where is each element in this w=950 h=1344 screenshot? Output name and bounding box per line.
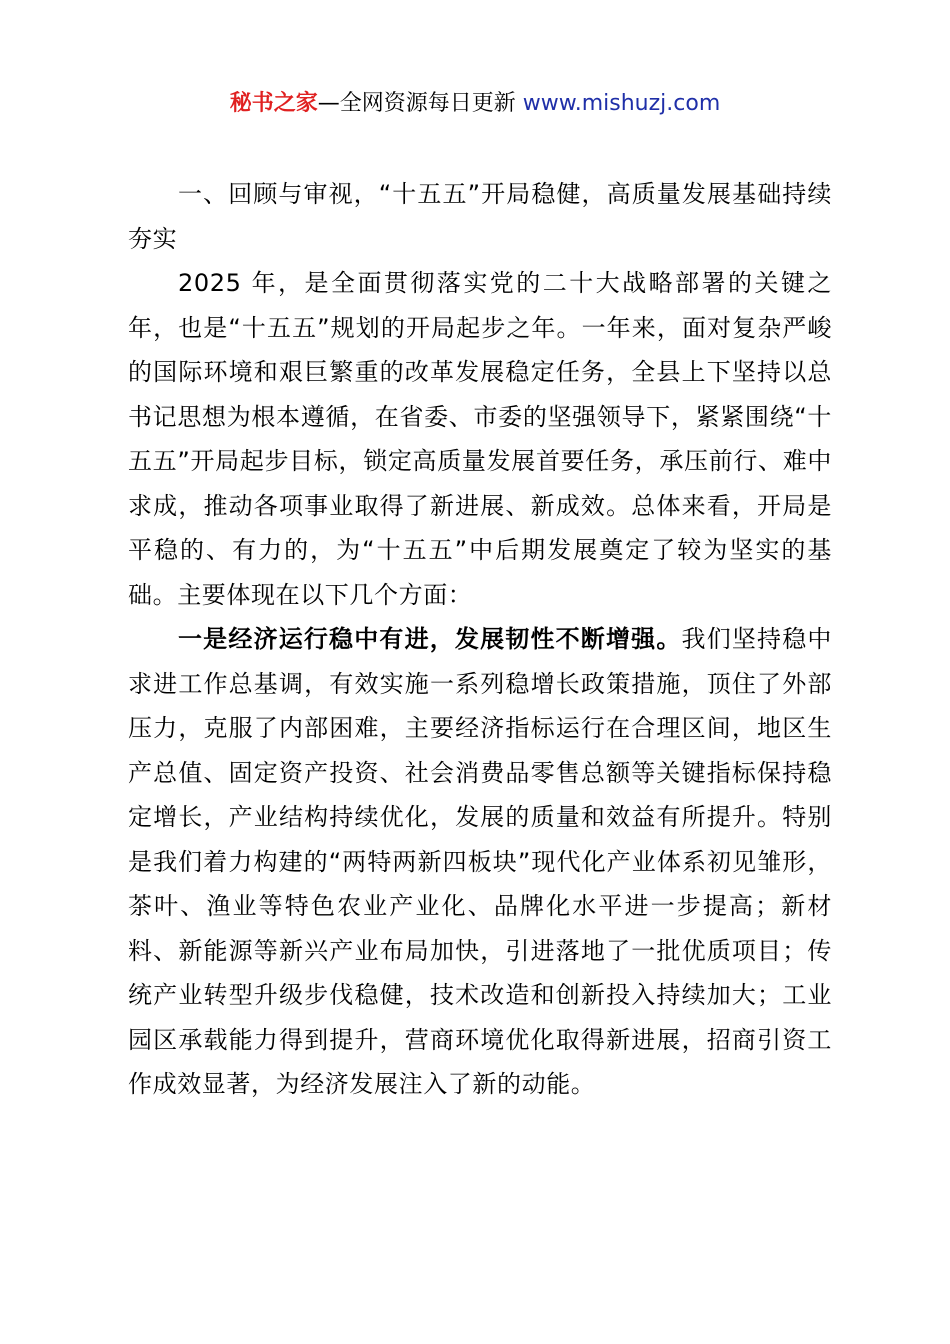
website-link[interactable]: www.mishuzj.com [522, 91, 721, 116]
page-header [0, 86, 950, 122]
paragraph-body-text: 我们坚持稳中求进工作总基调，有效实施一系列稳增长政策措施，顶住了外部压力，克服了内部困难，主要经济指标运行在合理区间，地区生产总值、固定资产投资、社会消费品零售总额等关键指标保持稳定增长，产业结构持续优化，发展的质量和效益有所提升。特别是我们着力构建的“两特两新四板块”现代化产业体系初见雏形，茶叶、渔业等特色农业产业化、品牌化水平进一步提高；新材料、新能源等新兴产业布局加快，引进落地了一批优质项目；传统产业转型升级步伐稳健，技术改造和创新投入持续加大；工业园区承载能力得到提升，营商环境优化取得新进展，招商引资工作成效显著，为经济发展注入了新的动能。 [128, 625, 832, 1098]
paragraph-lead-sentence: 一是经济运行稳中有进，发展韧性不断增强。 [178, 625, 682, 653]
header-tagline: —全网资源每日更新 [317, 91, 523, 116]
paragraph-economy [128, 617, 832, 1107]
document-body [128, 172, 832, 1107]
brand-name: 秘书之家 [229, 91, 318, 116]
paragraph-overview: 2025 年，是全面贯彻落实党的二十大战略部署的关键之年，也是“十五五”规划的开局起步之年。一年来，面对复杂严峻的国际环境和艰巨繁重的改革发展稳定任务，全县上下坚持以总书记思想为根本遵循，在省委、市委的坚强领导下，紧紧围绕“十五五”开局起步目标，锁定高质量发展首要任务，承压前行、难中求成，推动各项事业取得了新进展、新成效。总体来看，开局是平稳的、有力的，为“十五五”中后期发展奠定了较为坚实的基础。主要体现在以下几个方面： [128, 269, 832, 609]
section-heading: 一、回顾与审视，“十五五”开局稳健，高质量发展基础持续夯实 [128, 180, 832, 253]
